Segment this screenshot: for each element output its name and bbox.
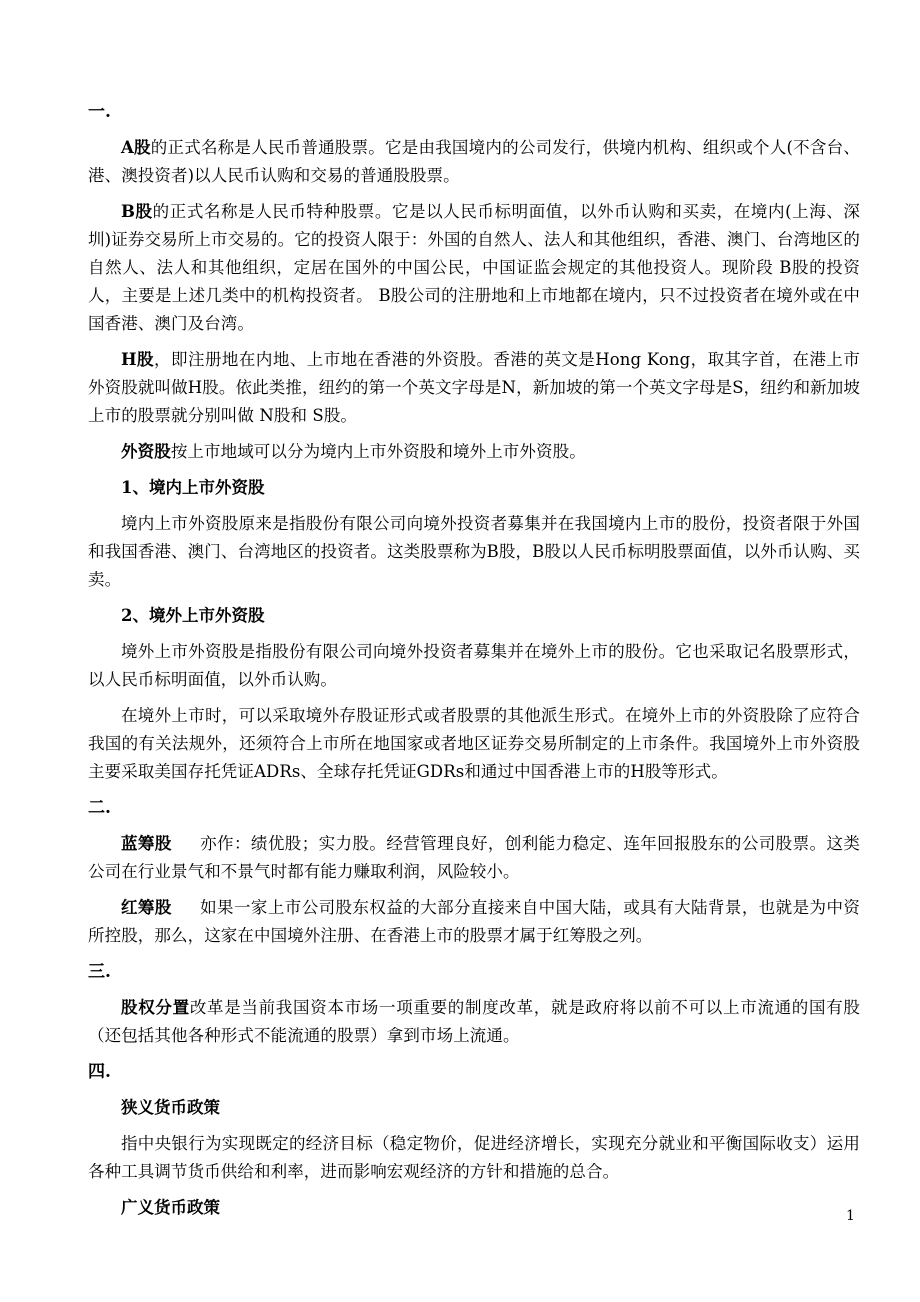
page-number: 1 bbox=[846, 1208, 855, 1224]
foreign-share-definition: 按上市地域可以分为境内上市外资股和境外上市外资股。 bbox=[170, 442, 586, 461]
broad-monetary-policy-heading: 广义货币政策 bbox=[121, 1198, 220, 1217]
foreign-share-paragraph bbox=[88, 438, 860, 466]
share-split-term: 股权分置 bbox=[121, 998, 190, 1017]
b-share-term: B股 bbox=[121, 202, 153, 221]
section-heading-two: 二. bbox=[88, 798, 111, 818]
a-share-term: A股 bbox=[121, 138, 151, 157]
domestic-listed-heading: 1、境内上市外资股 bbox=[121, 478, 265, 497]
domestic-listed-paragraph: 境内上市外资股原来是指股份有限公司向境外投资者募集并在我国境内上市的股份，投资者限于外国和我国香港、澳门、台湾地区的投资者。这类股票称为B股，B股以人民币标明股票面值，以外币认购、买卖。 bbox=[88, 514, 860, 589]
foreign-share-term: 外资股 bbox=[121, 442, 171, 461]
section-heading-one: 一. bbox=[88, 102, 111, 122]
narrow-monetary-policy-heading: 狭义货币政策 bbox=[121, 1098, 220, 1117]
share-split-definition: 改革是当前我国资本市场一项重要的制度改革，就是政府将以前不可以上市流通的国有股（还包括其他各种形式不能流通的股票）拿到市场上流通。 bbox=[88, 998, 861, 1045]
overseas-listed-paragraph-2: 在境外上市时，可以采取境外存股证形式或者股票的其他派生形式。在境外上市的外资股除了应符合我国的有关法规外，还须符合上市所在地国家或者地区证券交易所制定的上市条件。我国境外上市外资股主要采取美国存托凭证ADRs、全球存托凭证GDRs和通过中国香港上市的H股等形式。 bbox=[88, 706, 860, 781]
section-heading-three: 三. bbox=[88, 962, 111, 982]
a-share-definition: 的正式名称是人民币普通股票。它是由我国境内的公司发行，供境内机构、组织或个人(不含台、港、澳投资者)以人民币认购和交易的普通股股票。 bbox=[88, 138, 860, 185]
h-share-paragraph bbox=[88, 346, 860, 430]
blue-chip-paragraph bbox=[88, 830, 860, 886]
h-share-definition: ，即注册地在内地、上市地在香港的外资股。香港的英文是Hong Kong，取其字首，在港上市外资股就叫做H股。依此类推，纽约的第一个英文字母是N，新加坡的第一个英文字母是S，纽约和新加坡上市的股票就分别叫做 N股和 S股。 bbox=[88, 350, 860, 425]
share-split-paragraph bbox=[88, 994, 860, 1050]
red-chip-definition: 如果一家上市公司股东权益的大部分直接来自中国大陆，或具有大陆背景，也就是为中资所控股，那么，这家在中国境外注册、在香港上市的股票才属于红筹股之列。 bbox=[88, 898, 860, 945]
overseas-listed-paragraph-1: 境外上市外资股是指股份有限公司向境外投资者募集并在境外上市的股份。它也采取记名股票形式，以人民币标明面值，以外币认购。 bbox=[88, 642, 860, 689]
document-body bbox=[88, 98, 860, 1230]
b-share-definition: 的正式名称是人民币特种股票。它是以人民币标明面值，以外币认购和买卖，在境内(上海、深圳)证券交易所上市交易的。它的投资人限于：外国的自然人、法人和其他组织，香港、澳门、台湾地区的自然人、法人和其他组织，定居在国外的中国公民，中国证监会规定的其他投资人。现阶段 B股的投资人，主要是上述几类中的机构投资者。 B股公司的注册地和上市地都在境内，只不过投资者在境外或在中国香港、澳门及台湾。 bbox=[88, 202, 860, 333]
overseas-listed-heading: 2、境外上市外资股 bbox=[121, 606, 265, 625]
red-chip-paragraph bbox=[88, 894, 860, 950]
blue-chip-definition: 亦作：绩优股；实力股。经营管理良好，创利能力稳定、连年回报股东的公司股票。这类公司在行业景气和不景气时都有能力赚取利润，风险较小。 bbox=[88, 834, 860, 881]
red-chip-term: 红筹股 bbox=[121, 898, 172, 917]
b-share-paragraph bbox=[88, 198, 860, 338]
section-heading-four: 四. bbox=[88, 1062, 111, 1082]
narrow-monetary-policy-paragraph: 指中央银行为实现既定的经济目标（稳定物价，促进经济增长，实现充分就业和平衡国际收支）运用各种工具调节货币供给和利率，进而影响宏观经济的方针和措施的总合。 bbox=[88, 1134, 860, 1181]
h-share-term: H股 bbox=[121, 350, 155, 369]
blue-chip-term: 蓝筹股 bbox=[121, 834, 172, 853]
a-share-paragraph bbox=[88, 134, 860, 190]
